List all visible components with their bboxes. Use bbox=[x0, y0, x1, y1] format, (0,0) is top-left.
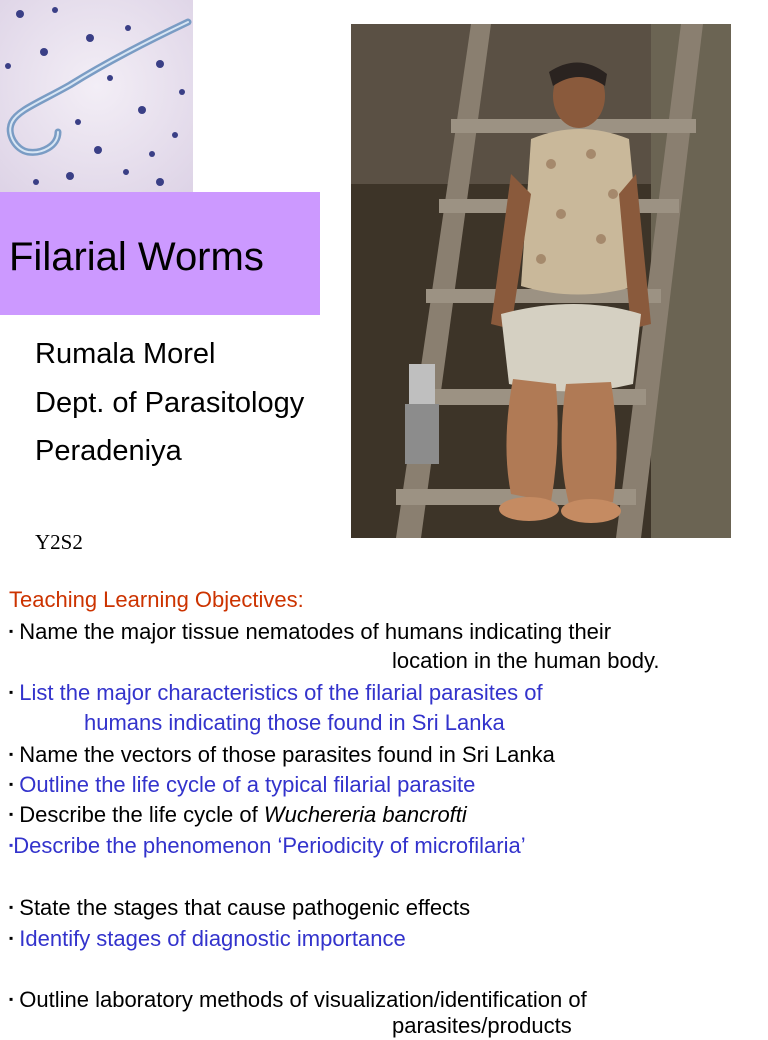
objective-4: ▪ Outline the life cycle of a typical filarial parasite bbox=[9, 772, 476, 797]
bullet: ▪ bbox=[9, 777, 14, 791]
patient-photo bbox=[351, 24, 731, 538]
bullet: ▪ bbox=[9, 747, 14, 761]
objective-1: ▪ Name the major tissue nematodes of humans indicating their bbox=[9, 619, 612, 644]
objective-2-cont: humans indicating those found in Sri Lanka bbox=[84, 710, 505, 735]
bullet: ▪ bbox=[9, 685, 14, 699]
objective-9: ▪ Outline laboratory methods of visualization/identification of bbox=[9, 987, 587, 1012]
objectives-heading: Teaching Learning Objectives: bbox=[9, 587, 304, 612]
bullet: ▪ bbox=[9, 931, 14, 945]
author-location: Peradeniya bbox=[35, 435, 182, 467]
objective-3: ▪ Name the vectors of those parasites found in Sri Lanka bbox=[9, 742, 555, 767]
author-name: Rumala Morel bbox=[35, 338, 216, 370]
objective-9-cont: parasites/products bbox=[392, 1013, 572, 1038]
bullet: ▪ bbox=[9, 838, 14, 852]
author-department: Dept. of Parasitology bbox=[35, 387, 305, 419]
objective-5: ▪ Describe the life cycle of Wuchereria bancrofti bbox=[9, 802, 467, 827]
microfilaria-image bbox=[0, 0, 193, 192]
objective-7: ▪ State the stages that cause pathogenic effects bbox=[9, 895, 471, 920]
page-title: Filarial Worms bbox=[9, 235, 264, 279]
bullet: ▪ bbox=[9, 900, 14, 914]
objective-1-cont: location in the human body. bbox=[392, 648, 660, 673]
bullet: ▪ bbox=[9, 807, 14, 821]
objective-2: ▪ List the major characteristics of the filarial parasites of bbox=[9, 680, 543, 705]
objective-6: ▪Describe the phenomenon ‘Periodicity of microfilaria’ bbox=[9, 833, 526, 858]
objective-8: ▪ Identify stages of diagnostic importance bbox=[9, 926, 406, 951]
course-code: Y2S2 bbox=[35, 530, 83, 554]
bullet: ▪ bbox=[9, 992, 14, 1006]
bullet: ▪ bbox=[9, 624, 14, 638]
